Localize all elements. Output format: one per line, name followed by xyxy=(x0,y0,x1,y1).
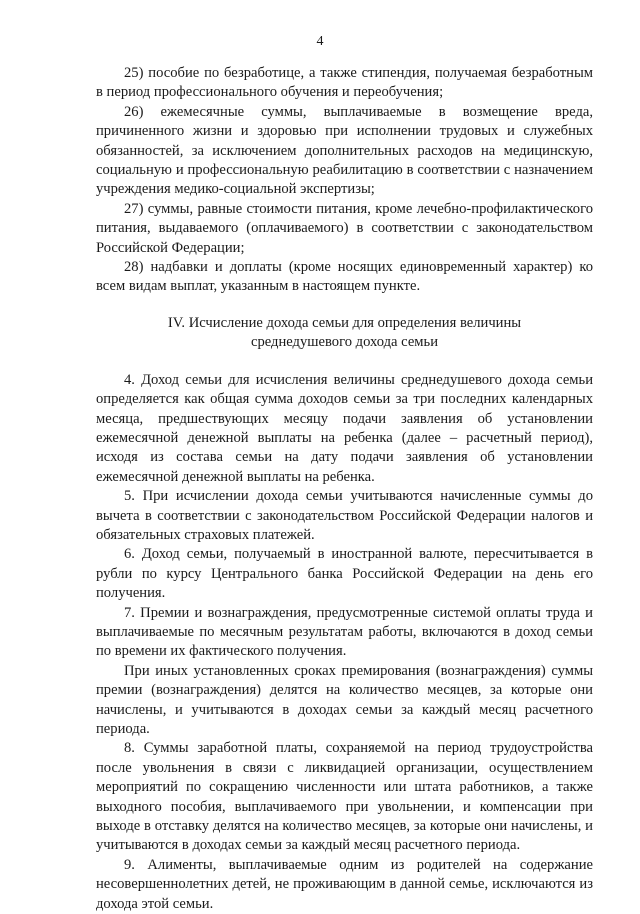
list-item-26: 26) ежемесячные суммы, выплачиваемые в возмещение вреда, причиненного жизни и здоровью при исполнении трудовых и служебных обязанностей, за исключением дополнительных расходов на медицинскую, социальную и профессиональную реабилитацию в соответствии с назначением учреждения медико-социальной экспертизы; xyxy=(96,103,593,198)
section-heading xyxy=(96,314,593,353)
paragraph-8: 8. Суммы заработной платы, сохраняемой на период трудоустройства после увольнения в связи с ликвидацией организации, осуществлением мероприятий по сокращению численности или штата работников, а также выходного пособия, выплачиваемого при увольнении, и компенсации при выходе в отставку делятся на количество месяцев, за которые они начислены, и учитываются в доходах семьи за каждый месяц расчетного периода. xyxy=(96,740,593,854)
paragraph-7-continued: При иных установленных сроках премирования (вознаграждения) суммы премии (вознаграждения) делятся на количество месяцев, за которые они начислены, и учитываются в доходах семьи за каждый месяц расчетного периода. xyxy=(96,662,593,737)
list-item-27: 27) суммы, равные стоимости питания, кроме лечебно-профилактического питания, выдаваемого (оплачиваемого) в соответствии с законодательством Российской Федерации; xyxy=(96,200,593,256)
paragraph-9: 9. Алименты, выплачиваемые одним из родителей на содержание несовершеннолетних детей, не проживающим в данной семье, исключаются из дохода этой семьи. xyxy=(96,856,593,912)
page-number: 4 xyxy=(316,34,324,49)
document-body xyxy=(96,64,593,914)
paragraph-7: 7. Премии и вознаграждения, предусмотренные системой оплаты труда и выплачиваемые по месячным результатам работы, включаются в доход семьи по времени их фактического получения. xyxy=(96,604,593,660)
paragraph-6: 6. Доход семьи, получаемый в иностранной валюте, пересчитывается в рубли по курсу Центрального банка Российской Федерации на день его получения. xyxy=(96,546,593,602)
section-heading-line-1: IV. Исчисление дохода семьи для определения величины xyxy=(167,314,522,331)
paragraph-4: 4. Доход семьи для исчисления величины среднедушевого дохода семьи определяется как общая сумма доходов семьи за три последних календарных месяца, предшествующих месяцу подачи заявления об установлении ежемесячной денежной выплаты на ребенка (далее – расчетный период), исходя из состава семьи на дату подачи заявления об установлении ежемесячной денежной выплаты на ребенка. xyxy=(96,371,593,485)
paragraph-5: 5. При исчислении дохода семьи учитываются начисленные суммы до вычета в соответствии с законодательством Российской Федерации налогов и обязательных страховых платежей. xyxy=(96,488,593,543)
list-item-25: 25) пособие по безработице, а также стипендия, получаемая безработным в период профессионального обучения и переобучения; xyxy=(96,65,593,101)
list-item-28: 28) надбавки и доплаты (кроме носящих единовременный характер) ко всем видам выплат, указанным в настоящем пункте. xyxy=(96,259,593,295)
section-heading-line-2: среднедушевого дохода семьи xyxy=(250,334,439,351)
